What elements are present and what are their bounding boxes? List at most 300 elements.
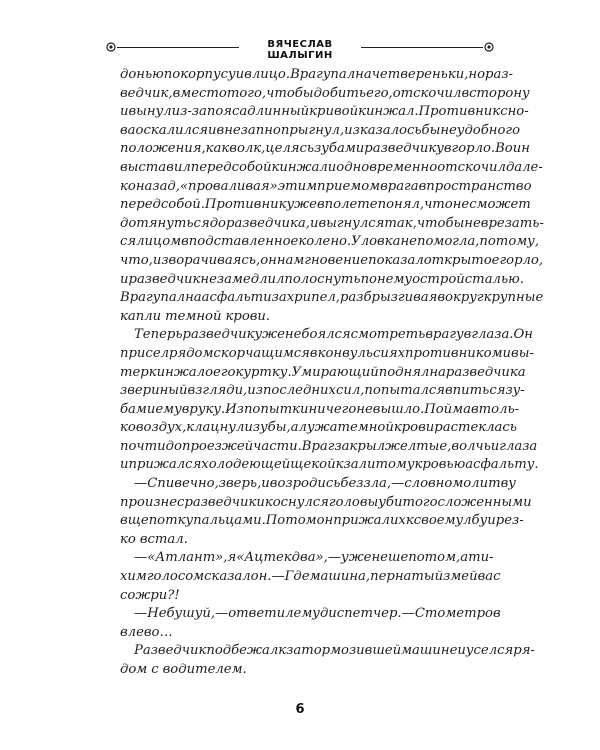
text-line bbox=[120, 624, 488, 643]
word: разбрызгивая bbox=[339, 290, 438, 306]
word: уже bbox=[254, 327, 285, 343]
word: пояса bbox=[206, 104, 248, 120]
word: замедлил bbox=[216, 271, 285, 287]
ornament-left-icon bbox=[105, 41, 117, 53]
word: назад, bbox=[135, 178, 180, 194]
author-name: ВЯЧЕСЛАВ ШАЛЫГИН bbox=[267, 39, 333, 61]
word: одновременно bbox=[336, 159, 438, 175]
word: растеклась bbox=[434, 420, 517, 436]
text-line bbox=[120, 419, 517, 438]
word: Не bbox=[147, 606, 167, 622]
text-line bbox=[120, 512, 524, 531]
word: не bbox=[464, 215, 481, 231]
word: потому, bbox=[479, 234, 540, 250]
page-number: 6 bbox=[295, 702, 305, 717]
word: своему bbox=[413, 513, 464, 529]
word: дотянуться bbox=[120, 215, 210, 231]
word: понял, bbox=[377, 197, 425, 213]
word: волчьи bbox=[451, 438, 500, 454]
word: в bbox=[181, 401, 190, 417]
word: вместо bbox=[172, 85, 227, 101]
word: горло, bbox=[499, 252, 544, 268]
word: оскалился bbox=[135, 122, 209, 138]
word: разведчику bbox=[364, 141, 444, 157]
word: вынул bbox=[128, 104, 172, 120]
word: и bbox=[263, 290, 272, 306]
word: не bbox=[400, 234, 417, 250]
word: его, bbox=[366, 85, 393, 101]
word: хим bbox=[120, 569, 147, 585]
word: ответил bbox=[228, 606, 294, 622]
word: врезать- bbox=[480, 215, 544, 231]
text-line bbox=[120, 494, 532, 513]
word: Враг bbox=[301, 438, 335, 454]
text-line bbox=[120, 326, 533, 345]
word: капли bbox=[120, 308, 162, 324]
word: сил, bbox=[335, 383, 365, 399]
word: Уловка bbox=[351, 234, 401, 250]
text-line bbox=[120, 401, 520, 420]
word: и bbox=[261, 476, 270, 492]
word: с bbox=[151, 662, 159, 677]
word: горло. bbox=[451, 141, 496, 157]
word: Воин bbox=[495, 141, 530, 157]
word: колено. bbox=[298, 234, 352, 250]
word: на bbox=[429, 364, 446, 380]
word: взгляд bbox=[187, 383, 235, 399]
word: Потом bbox=[265, 513, 317, 529]
word: ко bbox=[120, 420, 136, 436]
word: донью bbox=[120, 67, 164, 82]
word: крупные bbox=[483, 290, 544, 306]
word: без bbox=[340, 476, 364, 492]
word: зубы, bbox=[252, 420, 291, 436]
word: Он bbox=[513, 327, 533, 343]
word: этим bbox=[277, 178, 318, 194]
word: — bbox=[327, 550, 341, 566]
word: шепотом, bbox=[387, 550, 461, 566]
word: длинный bbox=[247, 104, 310, 120]
word: Разведчик bbox=[134, 643, 207, 659]
text-line bbox=[120, 605, 501, 624]
word: почти bbox=[120, 438, 166, 454]
word: уселся bbox=[465, 643, 514, 659]
word: уже bbox=[341, 550, 372, 566]
word: водителем. bbox=[162, 662, 247, 677]
word: и bbox=[120, 271, 129, 287]
word: не bbox=[200, 271, 217, 287]
text-line bbox=[120, 196, 531, 215]
word: рядом bbox=[169, 345, 214, 361]
word: раз- bbox=[485, 67, 513, 82]
word: в bbox=[181, 234, 189, 250]
word: Умирающий bbox=[291, 364, 379, 380]
word: ничего bbox=[308, 401, 357, 417]
word: — bbox=[134, 606, 148, 622]
word: конвульсиях bbox=[317, 345, 406, 361]
word: полете bbox=[324, 197, 378, 213]
word: толь- bbox=[478, 401, 520, 417]
word: так, bbox=[384, 215, 417, 231]
word: упал bbox=[322, 67, 356, 82]
word: зла, bbox=[363, 476, 392, 492]
word: затормозившей bbox=[286, 643, 402, 659]
word: зубами bbox=[314, 141, 365, 157]
word: сложенными bbox=[437, 494, 532, 510]
body-text bbox=[120, 66, 544, 680]
word: щекой bbox=[290, 457, 336, 473]
word: зверь, bbox=[218, 476, 262, 492]
word: ко bbox=[120, 178, 136, 194]
word: влево… bbox=[120, 624, 173, 640]
word: на bbox=[185, 290, 202, 306]
text-line bbox=[120, 159, 543, 178]
word: попытки bbox=[243, 401, 309, 417]
word: присел bbox=[120, 345, 170, 361]
word: — bbox=[271, 569, 285, 585]
word: на bbox=[276, 252, 294, 268]
word: в bbox=[309, 345, 318, 361]
word: и bbox=[457, 643, 466, 659]
word: не bbox=[284, 327, 302, 343]
word: с bbox=[213, 345, 221, 361]
text-line bbox=[120, 438, 538, 457]
word: глаза. bbox=[471, 327, 514, 343]
word: дом bbox=[120, 662, 148, 677]
word: куртку. bbox=[235, 364, 292, 380]
word: а bbox=[460, 550, 469, 566]
word: не bbox=[371, 550, 388, 566]
ornament-right-icon bbox=[483, 41, 495, 53]
word: разведчик bbox=[128, 271, 201, 287]
word: нему bbox=[377, 271, 413, 287]
word: и bbox=[120, 104, 129, 120]
word: коснулся bbox=[264, 494, 329, 510]
word: холодеющей bbox=[201, 457, 291, 473]
text-line bbox=[120, 568, 501, 587]
text-line bbox=[120, 103, 529, 122]
word: вокруг bbox=[437, 290, 484, 306]
word: Поймав bbox=[424, 401, 479, 417]
word: части. bbox=[253, 438, 302, 454]
word: лбу bbox=[463, 513, 488, 529]
word: он bbox=[316, 513, 334, 529]
word: боялся bbox=[301, 327, 351, 343]
word: — bbox=[391, 476, 405, 492]
word: ся bbox=[120, 234, 137, 250]
word: изворачиваясь, bbox=[152, 252, 261, 268]
word: выставил bbox=[120, 159, 191, 175]
word: сторону bbox=[469, 85, 530, 101]
word: казалось bbox=[359, 122, 422, 138]
word: в bbox=[461, 85, 470, 101]
word: попытался bbox=[364, 383, 445, 399]
word: бы bbox=[421, 122, 441, 138]
text-line bbox=[120, 215, 544, 234]
word: упал bbox=[152, 290, 186, 306]
word: ря- bbox=[513, 643, 535, 659]
word: Враг bbox=[120, 290, 153, 306]
word: перед bbox=[190, 159, 232, 175]
word: желтые, bbox=[384, 438, 452, 454]
word: ва bbox=[120, 122, 136, 138]
text-line bbox=[120, 271, 524, 290]
word: возродись bbox=[269, 476, 341, 492]
word: на bbox=[355, 67, 372, 82]
word: — bbox=[215, 606, 229, 622]
word: залитому bbox=[343, 457, 415, 473]
word: и bbox=[120, 457, 129, 473]
word: «проваливая» bbox=[179, 178, 278, 194]
word: поднял bbox=[378, 364, 430, 380]
word: до bbox=[165, 438, 182, 454]
word: головы bbox=[328, 494, 379, 510]
word: асфальту. bbox=[465, 457, 539, 473]
word: кривой bbox=[309, 104, 359, 120]
word: к bbox=[278, 643, 287, 659]
text-line bbox=[120, 85, 530, 104]
word: и, bbox=[234, 383, 248, 399]
word: смотреть bbox=[350, 327, 426, 343]
word: два», bbox=[291, 550, 328, 566]
word: темной bbox=[165, 308, 222, 324]
word: закрыл bbox=[334, 438, 385, 454]
word: Противник bbox=[204, 197, 287, 213]
word: Из bbox=[225, 401, 244, 417]
word: уже bbox=[286, 197, 317, 213]
word: воздух, bbox=[135, 420, 187, 436]
word: вышло. bbox=[372, 401, 425, 417]
word: крови bbox=[393, 420, 435, 436]
word: вас bbox=[477, 569, 501, 585]
word: четвереньки, bbox=[371, 67, 469, 82]
word: проезжей bbox=[181, 438, 254, 454]
word: «Атлант», bbox=[147, 550, 228, 566]
word: целясь bbox=[265, 141, 315, 157]
word: Сто bbox=[414, 606, 446, 622]
word: он. bbox=[250, 569, 272, 585]
word: но bbox=[468, 67, 486, 82]
word: Враг bbox=[290, 67, 323, 82]
text-line bbox=[120, 364, 526, 383]
word: в bbox=[463, 327, 472, 343]
word: к bbox=[335, 457, 344, 473]
word: пространство bbox=[426, 178, 532, 194]
word: сно- bbox=[500, 104, 529, 120]
word: и bbox=[208, 122, 217, 138]
word: врага bbox=[380, 178, 419, 194]
word: разведчика bbox=[445, 364, 526, 380]
word: собой. bbox=[160, 197, 205, 213]
word: убитого bbox=[378, 494, 438, 510]
word: впиться bbox=[444, 383, 506, 399]
word: голосом bbox=[146, 569, 205, 585]
text-line bbox=[120, 233, 540, 252]
word: он bbox=[260, 252, 277, 268]
word: их bbox=[389, 513, 406, 529]
word: бушуй, bbox=[166, 606, 216, 622]
word: чтобы bbox=[266, 85, 314, 101]
word: в bbox=[316, 197, 325, 213]
word: неудобного bbox=[440, 122, 521, 138]
word: в bbox=[120, 513, 128, 529]
word: к bbox=[405, 513, 414, 529]
word: показал bbox=[368, 252, 424, 268]
word: прижался bbox=[128, 457, 202, 473]
word: и bbox=[502, 345, 512, 361]
word: звериный bbox=[120, 383, 188, 399]
text-line bbox=[120, 252, 544, 271]
word: разведчик bbox=[184, 494, 257, 510]
word: пернатый bbox=[370, 569, 444, 585]
text-line bbox=[120, 178, 532, 197]
word: и bbox=[327, 159, 337, 175]
word: и bbox=[235, 67, 245, 82]
word: метров bbox=[445, 606, 501, 622]
word: рез- bbox=[495, 513, 524, 529]
text-line bbox=[120, 122, 521, 141]
word: приемом bbox=[317, 178, 381, 194]
text-line bbox=[120, 140, 530, 159]
word: чтобы bbox=[416, 215, 465, 231]
word: помогла, bbox=[416, 234, 480, 250]
word: положения, bbox=[120, 141, 206, 157]
header-rule-right bbox=[361, 47, 483, 48]
word: машина, bbox=[309, 569, 371, 585]
word: асфальт bbox=[201, 290, 264, 306]
word: последних bbox=[262, 383, 336, 399]
word: бами bbox=[120, 401, 156, 417]
word: разведчик bbox=[182, 327, 255, 343]
word: Где bbox=[284, 569, 310, 585]
word: кровью bbox=[414, 457, 466, 473]
word: противником bbox=[405, 345, 503, 361]
word: кинжал bbox=[148, 364, 206, 380]
word: по bbox=[163, 67, 181, 82]
word: как bbox=[205, 141, 230, 157]
word: я bbox=[227, 550, 237, 566]
word: отскочил bbox=[392, 85, 462, 101]
word: лицом bbox=[136, 234, 182, 250]
word: не bbox=[452, 197, 470, 213]
word: из-за bbox=[171, 104, 207, 120]
text-line bbox=[120, 549, 494, 568]
word: острой bbox=[412, 271, 465, 287]
word: собой bbox=[231, 159, 272, 175]
word: что, bbox=[120, 252, 153, 268]
word: в bbox=[244, 67, 252, 82]
word: «Ацтек bbox=[236, 550, 292, 566]
text-line bbox=[120, 661, 488, 680]
word: вечно, bbox=[174, 476, 219, 492]
word: из bbox=[344, 122, 360, 138]
word: подбежал bbox=[206, 643, 279, 659]
word: — bbox=[134, 550, 148, 566]
text-line bbox=[120, 289, 544, 308]
word: — bbox=[401, 606, 415, 622]
word: отскочил bbox=[437, 159, 506, 175]
word: добить bbox=[313, 85, 367, 101]
word: произнес bbox=[120, 494, 185, 510]
text-line bbox=[120, 642, 535, 661]
text-line bbox=[120, 456, 539, 475]
word: о bbox=[205, 364, 214, 380]
word: того, bbox=[226, 85, 267, 101]
word: ко bbox=[120, 531, 136, 547]
word: не bbox=[356, 401, 373, 417]
word: молитву bbox=[452, 476, 516, 492]
word: — bbox=[134, 476, 148, 492]
text-line bbox=[120, 66, 513, 85]
word: диспетчер. bbox=[319, 606, 402, 622]
word: дале- bbox=[505, 159, 543, 175]
word: его bbox=[213, 364, 236, 380]
word: тер bbox=[120, 364, 149, 380]
word: вы- bbox=[511, 345, 534, 361]
word: полоснуть bbox=[284, 271, 361, 287]
text-line bbox=[120, 382, 525, 401]
word: ему bbox=[155, 401, 182, 417]
word: сказал bbox=[204, 569, 251, 585]
word: ведчик, bbox=[120, 85, 173, 101]
word: по bbox=[360, 271, 377, 287]
text-line bbox=[120, 308, 488, 327]
word: в bbox=[443, 141, 452, 157]
word: ему bbox=[293, 606, 320, 622]
word: корчащимся bbox=[220, 345, 310, 361]
word: из bbox=[247, 383, 263, 399]
word: машине bbox=[401, 643, 458, 659]
word: внезапно bbox=[216, 122, 281, 138]
word: кинжал bbox=[271, 159, 328, 175]
word: подставленное bbox=[188, 234, 299, 250]
word: руку. bbox=[189, 401, 226, 417]
word: словно bbox=[404, 476, 453, 492]
text-line bbox=[120, 475, 516, 494]
word: до bbox=[209, 215, 226, 231]
word: сталью. bbox=[464, 271, 524, 287]
word: волк, bbox=[229, 141, 266, 157]
word: лицо. bbox=[251, 67, 291, 82]
word: сожри?! bbox=[120, 587, 180, 603]
word: крови. bbox=[225, 308, 271, 324]
word: прижал bbox=[333, 513, 390, 529]
word: выгнулся bbox=[318, 215, 385, 231]
word: змей bbox=[443, 569, 478, 585]
word: Противник bbox=[418, 104, 501, 120]
word: Теперь bbox=[134, 327, 183, 343]
word: клацнули bbox=[186, 420, 253, 436]
running-header bbox=[105, 36, 495, 61]
word: лужа bbox=[298, 420, 338, 436]
word: прыгнул, bbox=[280, 122, 345, 138]
word: в bbox=[418, 178, 427, 194]
word: захрипел, bbox=[271, 290, 340, 306]
word: мгновение bbox=[293, 252, 369, 268]
word: сможет bbox=[469, 197, 531, 213]
word: кинжал. bbox=[358, 104, 419, 120]
word: что bbox=[424, 197, 453, 213]
word: и bbox=[309, 215, 319, 231]
word: встал. bbox=[139, 531, 188, 547]
word: темной bbox=[337, 420, 394, 436]
word: Спи bbox=[147, 476, 175, 492]
text-line bbox=[120, 531, 488, 550]
word: а bbox=[290, 420, 299, 436]
word: щепотку bbox=[127, 513, 194, 529]
word: врагу bbox=[425, 327, 464, 343]
word: пальцами. bbox=[193, 513, 266, 529]
